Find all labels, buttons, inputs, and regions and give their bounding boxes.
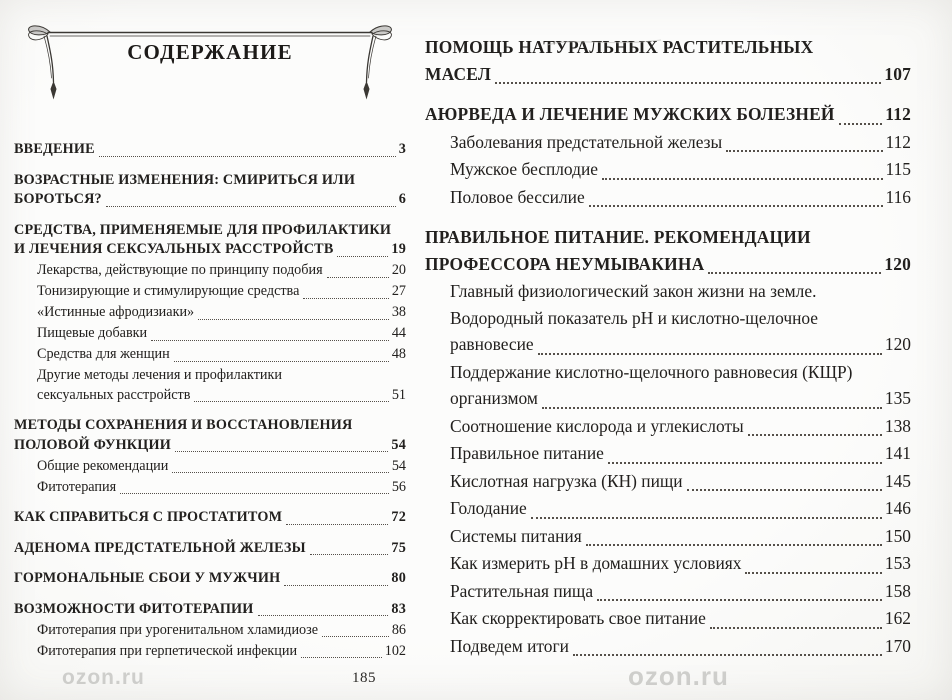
toc-entry-text: Растительная пища [450,580,594,601]
toc-entry [14,569,406,589]
toc-title: СОДЕРЖАНИЕ [127,40,293,64]
toc-page-number: 75 [391,539,406,556]
toc-page-number: 54 [391,457,406,474]
toc-entry-text: Подведем итоги [450,635,569,656]
toc-entry [425,468,911,495]
toc-entry [425,224,911,277]
toc-entry-row [450,129,911,156]
toc-entry-row [37,324,406,344]
leader-dots [608,462,882,464]
toc-entry-text: организмом [450,388,538,408]
toc-entry-row [425,61,911,88]
toc-entry-text: СРЕДСТВА, ПРИМЕНЯЕМЫЕ ДЛЯ ПРОФИЛАКТИКИ [14,221,392,238]
leader-dots [597,599,882,601]
toc-page-number: 38 [391,304,406,320]
toc-entry [14,366,406,405]
toc-entry-text: Поддержание кислотно-щелочного равновесия (КЩР) [450,361,853,382]
leader-dots [194,401,388,402]
toc-entry-text: Как скорректировать свое питание [450,608,706,628]
toc-entry-text: Кислотная нагрузка (КН) пищи [450,470,683,491]
page-number: 185 [352,670,376,686]
toc-entry [425,550,911,577]
toc-page-number: 56 [391,478,406,495]
toc-entry [425,101,911,128]
toc-entry-row [37,261,406,281]
toc-page-number: 145 [884,470,911,491]
toc-entry-text: БОРОТЬСЯ? [14,191,102,207]
toc-entry-text: Фитотерапия [37,478,117,495]
toc-entry [425,156,911,183]
toc-entry-text: ПОЛОВОЙ ФУНКЦИИ [14,436,171,453]
toc-entry-text: Как измерить pH в домашних условиях [450,553,742,573]
toc-entry-text: ГОРМОНАЛЬНЫЕ СБОИ У МУЖЧИН [14,570,281,586]
toc-entry-text: ПРОФЕССОРА НЕУМЫВАКИНА [425,253,705,274]
leader-dots [310,554,389,555]
toc-entry-text: Главный физиологический закон жизни на земле. [450,281,817,301]
toc-page-number: 83 [391,600,406,617]
toc-entry-row [450,331,911,358]
toc-entry-text: ПОМОЩЬ НАТУРАЛЬНЫХ РАСТИТЕЛЬНЫХ [425,37,814,57]
toc-entry-row [425,101,911,128]
toc-entry [425,523,911,550]
leader-dots [174,361,389,362]
toc-entry-row [37,478,406,498]
toc-entry-text: Водородный показатель pH и кислотно-щелочное [450,307,819,328]
leader-dots [106,206,396,207]
toc-entry [14,457,406,477]
toc-page-number: 115 [885,159,911,179]
toc-entry-row [450,413,911,440]
leader-dots [327,277,389,278]
toc-entry-row [450,550,911,577]
toc-entry [425,359,911,412]
toc-entry-row [14,600,406,620]
toc-entry [425,184,911,211]
toc-entry-text: Лекарства, действующие по принципу подобия [37,262,323,278]
toc-entry-text: АЮРВЕДА И ЛЕЧЕНИЕ МУЖСКИХ БОЛЕЗНЕЙ [425,104,835,124]
toc-entry [425,34,911,87]
toc-entry-text: сексуальных расстройств [37,386,191,403]
toc-entry-text: Правильное питание [450,443,604,463]
toc-entry-text: КАК СПРАВИТЬСЯ С ПРОСТАТИТОМ [14,509,283,525]
toc-entry-row [14,190,406,210]
toc-page-number: 3 [398,141,406,157]
toc-page-number: 54 [391,436,406,453]
toc-entry [425,278,911,358]
leader-dots [745,572,881,574]
toc-entry-row [37,621,406,641]
toc-page-number: 141 [884,443,911,463]
toc-page-number: 48 [391,346,406,362]
ozon-watermark-left: ozon.ru [62,666,145,689]
toc-entry-text: Фитотерапия при герпетической инфекции [37,642,298,659]
toc-entry [14,221,406,260]
toc-entry-row [450,184,911,211]
toc-entry [14,508,406,528]
toc-entry [425,605,911,632]
toc-entry-text: МЕТОДЫ СОХРАНЕНИЯ И ВОССТАНОВЛЕНИЯ [14,417,353,433]
toc-entry [425,578,911,605]
toc-entry-row [37,642,406,662]
toc-entry [14,416,406,455]
toc-page-number: 102 [384,642,406,659]
toc-page-number: 170 [884,635,911,656]
toc-page-number: 86 [391,621,406,638]
toc-entry-text: Средства для женщин [37,346,170,362]
leader-dots [286,524,388,525]
leader-dots [172,472,388,473]
toc-entry-row [14,436,406,456]
toc-entry [425,129,911,156]
toc-page-number: 135 [884,388,911,408]
toc-entry [14,478,406,498]
leader-dots [531,517,882,519]
toc-entry-text: ВОЗМОЖНОСТИ ФИТОТЕРАПИИ [14,600,254,617]
toc-entry-text: Пищевые добавки [37,325,148,341]
toc-page-number: 80 [391,570,406,586]
toc-entry-text: Фитотерапия при урогенитальном хламидиозе [37,621,319,638]
toc-page-number: 146 [884,498,911,518]
toc-entry [14,642,406,662]
toc-entry [425,495,911,522]
leader-dots [542,407,882,409]
toc-page-number: 158 [884,580,911,601]
leader-dots [175,451,388,452]
toc-entry-text: ВОЗРАСТНЫЕ ИЗМЕНЕНИЯ: СМИРИТЬСЯ ИЛИ [14,171,356,188]
toc-entry [14,282,406,302]
toc-entry [14,140,406,160]
toc-entry-row [37,457,406,477]
toc-page-number: 116 [885,186,911,207]
leader-dots [589,205,883,207]
leader-dots [708,272,881,274]
toc-entry-row [450,385,911,412]
toc-page-number: 120 [884,253,911,274]
toc-entry-text: МАСЕЛ [425,63,491,84]
toc-entry-text: Мужское бесплодие [450,159,598,179]
leader-dots [710,627,882,629]
right-page [425,34,911,659]
toc-entry-row [14,508,406,528]
toc-entry-text: ВВЕДЕНИЕ [14,141,95,157]
toc-page-number: 51 [391,386,406,403]
leader-dots [337,256,388,257]
toc-page-number: 6 [398,191,406,207]
toc-entry-text: Тонизирующие и стимулирующие средства [37,283,300,299]
toc-page-number: 153 [884,553,911,573]
leader-dots [258,615,389,616]
toc-entry-row [450,633,911,660]
toc-entry [14,324,406,344]
toc-entry-text: И ЛЕЧЕНИЯ СЕКСУАЛЬНЫХ РАССТРОЙСТВ [14,241,334,257]
toc-entry-row [37,303,406,323]
toc-entry [14,171,406,210]
toc-entry-row [450,468,911,495]
toc-entry-row [37,386,406,406]
header-ornament [14,10,406,102]
leader-dots [495,82,881,84]
left-page [14,10,406,661]
leader-dots [538,353,882,355]
toc-entry-row [450,605,911,632]
leader-dots [573,654,882,656]
ozon-watermark-right: ozon.ru [628,661,729,691]
toc-entry-text: АДЕНОМА ПРЕДСТАТЕЛЬНОЙ ЖЕЛЕЗЫ [14,539,306,556]
leader-dots [99,156,396,157]
toc-entry-text: «Истинные афродизиаки» [37,304,195,320]
toc-entry [14,345,406,365]
toc-entry-row [425,251,911,278]
toc-entry-row [37,345,406,365]
toc-entry-text: Системы питания [450,525,582,546]
toc-page-number: 112 [885,104,911,124]
toc-page-number: 112 [885,131,911,152]
leader-dots [839,123,883,125]
toc-entry-row [14,539,406,559]
toc-page-number: 162 [884,608,911,628]
toc-entry-row [14,569,406,589]
toc-page-number: 20 [391,262,406,278]
toc-entry-text: Общие рекомендации [37,457,169,474]
toc-entry-row [450,156,911,183]
toc-page-number: 150 [884,525,911,546]
toc-entry-row [450,523,911,550]
toc-entry-row [450,495,911,522]
toc-entry-text: Голодание [450,498,527,518]
toc-page-number: 72 [391,509,406,525]
leader-dots [284,585,388,586]
toc-page-number: 27 [391,283,406,299]
toc-page-number: 120 [884,334,911,354]
leader-dots [748,434,882,436]
leader-dots [198,319,389,320]
toc-entry [425,440,911,467]
leader-dots [301,657,382,658]
leader-dots [120,493,389,494]
toc-entry-text: ПРАВИЛЬНОЕ ПИТАНИЕ. РЕКОМЕНДАЦИИ [425,227,811,247]
leader-dots [687,489,882,491]
toc-entry-text: Заболевания предстательной железы [450,131,723,152]
toc-entry [14,261,406,281]
leader-dots [726,150,882,152]
leader-dots [602,178,883,180]
toc-page-number: 107 [884,63,911,84]
toc-entry-text: равновесие [450,334,534,354]
toc-entry-row [450,578,911,605]
toc-entry-row [450,440,911,467]
leader-dots [322,636,389,637]
scan-artifact-mark [545,34,665,50]
leader-dots [586,544,882,546]
toc-entry-text: Половое бессилие [450,186,585,207]
toc-entry [425,413,911,440]
toc-entry-row [37,282,406,302]
leader-dots [151,340,389,341]
toc-entry-text: Другие методы лечения и профилактики [37,367,282,383]
toc-entry-row [14,240,406,260]
toc-entry-row [14,140,406,160]
toc-page-number: 19 [391,241,406,257]
toc-entry [14,600,406,620]
toc-left-column [14,140,406,661]
leader-dots [303,298,388,299]
toc-entry [425,633,911,660]
toc-page-number: 44 [391,325,406,341]
toc-page-number: 138 [884,415,911,436]
toc-right-column [425,34,911,659]
toc-entry [14,539,406,559]
toc-entry [14,621,406,641]
toc-entry-text: Соотношение кислорода и углекислоты [450,415,744,436]
toc-entry [14,303,406,323]
